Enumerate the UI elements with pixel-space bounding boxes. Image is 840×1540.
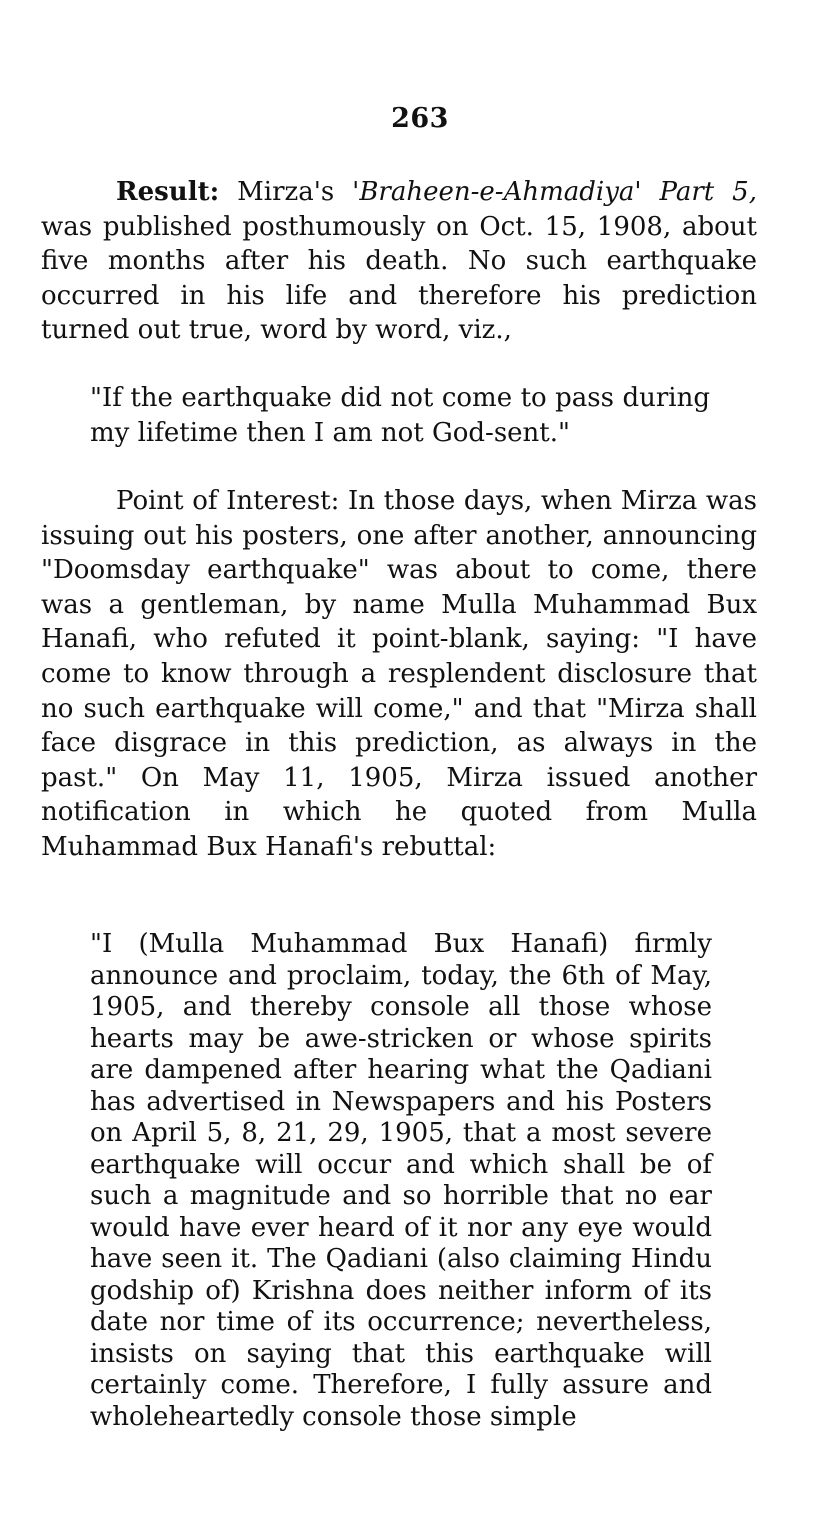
result-paragraph: [41, 175, 757, 348]
block-quote-hanafi-rebuttal: "I (Mulla Muhammad Bux Hanafi) firmly announce and proclaim, today, the 6th of May, 1905, and thereby console all those whose hearts may be awe-stricken or whose spirits are dampened after hearing what the Qadiani has advertised in Newspapers and his Posters on April 5, 8, 21, 29, 1905, that a most severe earthquake will occur and which shall be of such a magnitude and so horrible that no ear would have ever heard of it nor any eye would have seen it. The Qadiani (also claiming Hindu godship of) Krishna does neither inform of its date nor time of its occurrence; nevertheless, insists on saying that this earthquake will certainly come. Therefore, I fully assure and wholeheartedly console those simple: [90, 929, 712, 1432]
result-label: Result:: [116, 177, 220, 207]
block-quote-prediction: "If the earthquake did not come to pass during my lifetime then I am not God-sent.": [90, 383, 710, 448]
result-text-2: was published posthumously on Oct. 15, 1908, about five months after his death. No such earthquake occurred in his life and therefore his prediction turned out true, word by word, viz.,: [41, 211, 757, 346]
result-text-1: Mirza's: [219, 177, 353, 207]
point-of-interest-paragraph: Point of Interest: In those days, when Mirza was issuing out his posters, one after another, announcing "Doomsday earthquake" was about to come, there was a gentleman, by name Mulla Muhammad Bux Hanafi, who refuted it point-blank, saying: "I have come to know through a resplendent disclosure that no such earthquake will come," and that "Mirza shall face disgrace in this prediction, as always in the past." On May 11, 1905, Mirza issued another notification in which he quoted from Mulla Muhammad Bux Hanafi's rebuttal:: [41, 486, 757, 862]
book-title: 'Braheen-e-Ahmadiya' Part 5,: [352, 177, 757, 207]
page-number: 263: [391, 103, 449, 134]
